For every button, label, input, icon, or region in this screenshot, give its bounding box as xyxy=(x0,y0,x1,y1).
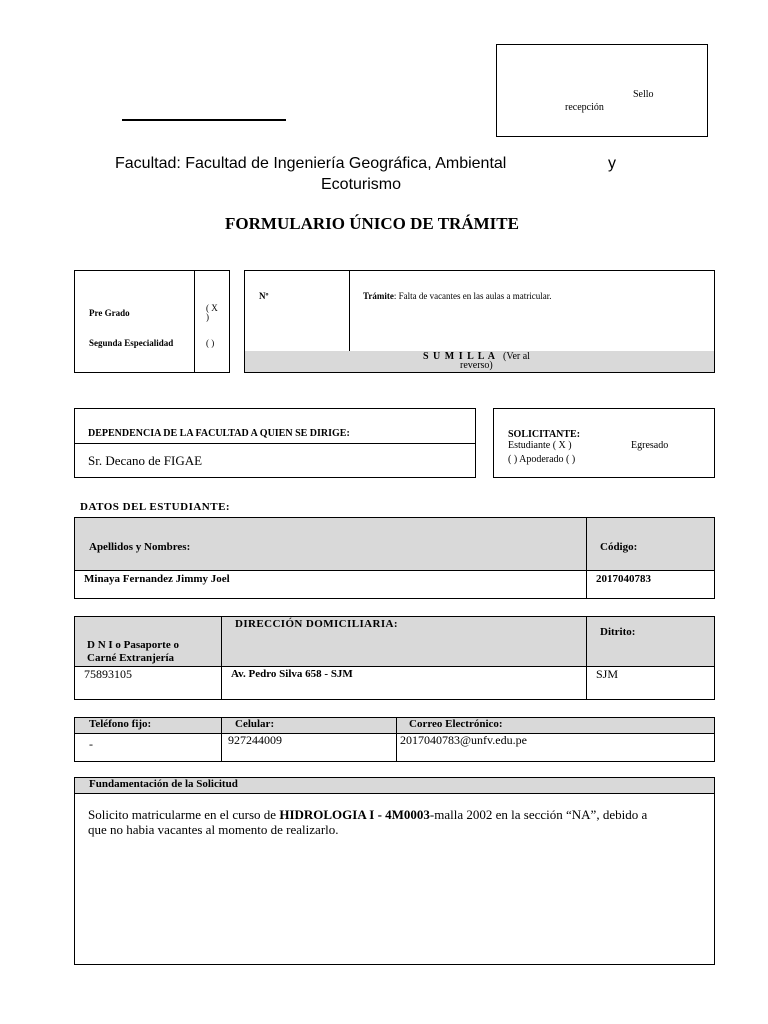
solicitante-box xyxy=(493,408,715,478)
reception-stamp-box xyxy=(496,44,708,137)
address-value: Av. Pedro Silva 658 - SJM xyxy=(231,668,353,680)
email-header: Correo Electrónico: xyxy=(409,718,503,730)
fundamentacion-box xyxy=(74,777,715,965)
district-value: SJM xyxy=(596,667,619,681)
address-table xyxy=(74,616,715,700)
phone-value: - xyxy=(89,737,93,751)
numero-label: Nº xyxy=(259,291,269,301)
names-header: Apellidos y Nombres: xyxy=(89,541,191,553)
segunda-especialidad-mark[interactable]: ( ) xyxy=(206,338,215,348)
email-value: 2017040783@unfv.edu.pe xyxy=(400,733,527,747)
code-value: 2017040783 xyxy=(596,573,651,585)
names-value: Minaya Fernandez Jimmy Joel xyxy=(84,573,230,585)
fundamentacion-header: Fundamentación de la Solicitud xyxy=(89,778,238,790)
phone-header: Teléfono fijo: xyxy=(89,718,152,730)
segunda-especialidad-label: Segunda Especialidad xyxy=(89,338,174,348)
academic-level-box xyxy=(74,270,230,373)
student-table xyxy=(74,517,715,599)
tramite-text: Trámite: Falta de vacantes en las aulas a matricular. xyxy=(363,291,552,301)
faculty-heading xyxy=(115,155,506,173)
sumilla-note-2: reverso) xyxy=(460,360,493,371)
pregrado-mark[interactable]: ( X ) xyxy=(206,303,218,322)
dni-header: D N I o Pasaporte o Carné Extranjería xyxy=(87,639,179,664)
dependencia-value: Sr. Decano de FIGAE xyxy=(88,453,203,468)
faculty-line-2: Ecoturismo xyxy=(321,176,402,193)
student-section-label: DATOS DEL ESTUDIANTE: xyxy=(80,501,231,513)
contact-table xyxy=(74,717,715,762)
dependencia-label: DEPENDENCIA DE LA FACULTAD A QUIEN SE DIRIGE: xyxy=(88,428,350,439)
stamp-label-sello: Sello xyxy=(633,89,654,100)
sumilla-note-1: (Ver al xyxy=(503,351,530,362)
stamp-label-recepcion: recepción xyxy=(565,102,604,113)
code-header: Código: xyxy=(600,541,638,553)
cell-header: Celular: xyxy=(235,718,275,730)
fundamentacion-text: Solicito matricularme en el curso de HIDROLOGIA I - 4M0003-malla 2002 en la sección “NA”, debido a que no habia vacantes al momento de realizarlo. xyxy=(88,807,648,837)
tramite-box xyxy=(244,270,715,373)
solicitante-label: SOLICITANTE: xyxy=(508,429,581,440)
cell-value: 927244009 xyxy=(228,733,282,747)
faculty-line-1: Facultad: Facultad de Ingeniería Geográfica, Ambiental xyxy=(115,155,507,172)
pregrado-label: Pre Grado xyxy=(89,308,130,318)
district-header: Ditrito: xyxy=(600,626,636,638)
egresado-option[interactable]: Egresado xyxy=(631,440,669,451)
dni-value: 75893105 xyxy=(84,667,132,681)
faculty-y: y xyxy=(608,155,616,172)
apoderado-option[interactable]: ( ) Apoderado ( ) xyxy=(508,454,576,465)
sumilla-bar xyxy=(245,351,714,372)
sumilla-label: S U M I L L A xyxy=(423,351,497,362)
form-title: FORMULARIO ÚNICO DE TRÁMITE xyxy=(225,214,519,233)
dependencia-box xyxy=(74,408,476,478)
estudiante-option[interactable]: Estudiante ( X ) xyxy=(508,440,572,451)
signature-line xyxy=(122,119,286,121)
address-header: DIRECCIÓN DOMICILIARIA: xyxy=(235,618,398,630)
